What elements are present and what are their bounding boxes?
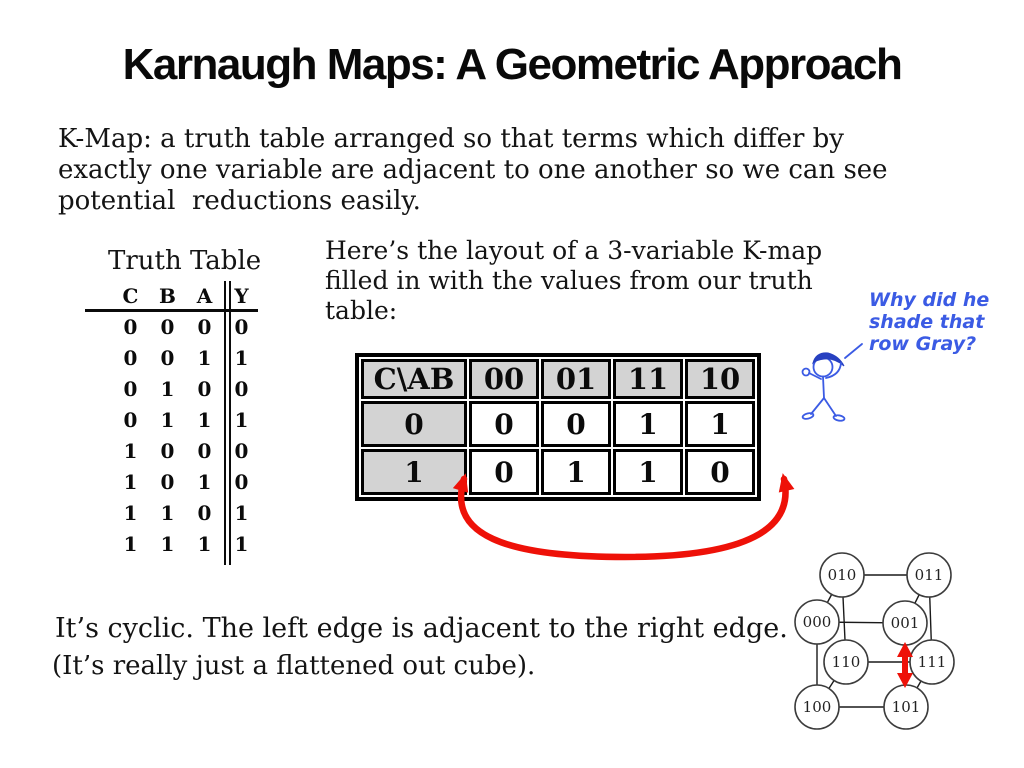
- truth-table-cell: 0: [197, 376, 212, 401]
- kmap-header-row: [361, 359, 755, 399]
- kmap-cell: 0: [541, 401, 611, 447]
- table-row: [112, 311, 260, 342]
- truth-table-cell: 0: [197, 314, 212, 339]
- intro-paragraph: [58, 124, 888, 217]
- table-row: [112, 497, 260, 528]
- kmap-col-header: 01: [541, 359, 611, 399]
- truth-table-cell: 1: [234, 531, 249, 556]
- truth-table-cell: 1: [160, 376, 175, 401]
- truth-table-cell: 1: [197, 407, 212, 432]
- table-row: [112, 466, 260, 497]
- truth-table: [112, 280, 260, 559]
- truth-table-cell: 0: [123, 345, 138, 370]
- truth-table-cell: 1: [234, 407, 249, 432]
- intro-line: potential reductions easily.: [58, 186, 421, 216]
- kmap-cell: 1: [613, 449, 683, 495]
- kmap-col-header: 00: [469, 359, 539, 399]
- truth-table-cell: 0: [234, 376, 249, 401]
- hypercube-diagram: [785, 545, 1015, 755]
- truth-table-title: Truth Table: [108, 246, 262, 276]
- kmap-col-header: 10: [685, 359, 755, 399]
- speech-pointer-line: [845, 344, 862, 358]
- truth-table-cell: 0: [160, 438, 175, 463]
- cyclic-wrap-arrow: [425, 455, 825, 570]
- cube-node-label: 011: [914, 566, 944, 584]
- truth-table-cell: 1: [197, 469, 212, 494]
- truth-table-cell: 1: [160, 407, 175, 432]
- truth-table-cell: 1: [123, 438, 138, 463]
- truth-table-cell: 1: [234, 500, 249, 525]
- truth-table-cell: 1: [160, 531, 175, 556]
- truth-table-header: B: [159, 283, 176, 308]
- truth-table-cell: 1: [197, 531, 212, 556]
- callout-line: shade that: [869, 311, 985, 333]
- intro-line: exactly one variable are adjacent to one another so we can see: [58, 155, 888, 185]
- table-row: [112, 342, 260, 373]
- cube-node-label: 110: [831, 653, 861, 671]
- hair: [813, 353, 844, 366]
- truth-table-header-rule: [85, 309, 258, 312]
- cube-node-label: 010: [827, 566, 857, 584]
- cube-node-label: 101: [891, 698, 921, 716]
- cube-node-label: 000: [802, 613, 832, 631]
- kmap-row: [361, 401, 755, 447]
- cube-statement: (It’s really just a flattened out cube).: [52, 651, 536, 681]
- truth-table-cell: 0: [123, 314, 138, 339]
- callout-text: [869, 289, 989, 355]
- truth-table-cell: 0: [234, 469, 249, 494]
- cube-node-label: 100: [802, 698, 832, 716]
- cyclic-statement: It’s cyclic. The left edge is adjacent to the right edge.: [55, 613, 788, 644]
- intro-line: K-Map: a truth table arranged so that terms which differ by: [58, 124, 844, 154]
- kmap-caption: [325, 236, 822, 326]
- caption-line: table:: [325, 296, 398, 325]
- kmap-cell: 0: [469, 449, 539, 495]
- truth-table-cell: 1: [123, 469, 138, 494]
- kmap-cell: 0: [469, 401, 539, 447]
- kmap-cell: 1: [685, 401, 755, 447]
- cube-node-label: 001: [890, 614, 920, 632]
- stick-figure: [795, 338, 875, 430]
- truth-table-cell: 0: [160, 314, 175, 339]
- table-row: [112, 528, 260, 559]
- kmap-cell: 0: [685, 449, 755, 495]
- truth-table-cell: 0: [160, 345, 175, 370]
- page-title: Karnaugh Maps: A Geometric Approach: [122, 40, 902, 89]
- truth-table-cell: 1: [123, 500, 138, 525]
- caption-line: Here’s the layout of a 3-variable K-map: [325, 236, 823, 265]
- kmap-row-label: 1: [361, 449, 467, 495]
- truth-table-cell: 1: [123, 531, 138, 556]
- kmap-cell: 1: [613, 401, 683, 447]
- callout-line: row Gray?: [869, 333, 977, 355]
- truth-table-cell: 0: [160, 469, 175, 494]
- kmap-row-label: 0: [361, 401, 467, 447]
- truth-table-header: Y: [234, 283, 249, 308]
- cube-node-label: 111: [917, 653, 947, 671]
- table-row: [112, 373, 260, 404]
- truth-table-cell: 0: [234, 438, 249, 463]
- callout-line: Why did he: [869, 289, 990, 311]
- truth-table-header: A: [196, 283, 213, 308]
- truth-table-cell: 0: [197, 500, 212, 525]
- truth-table-header-row: [112, 280, 260, 311]
- truth-table-cell: 1: [197, 345, 212, 370]
- truth-table-cell: 0: [197, 438, 212, 463]
- table-row: [112, 435, 260, 466]
- table-row: [112, 404, 260, 435]
- truth-table-cell: 1: [160, 500, 175, 525]
- kmap-col-header: 11: [613, 359, 683, 399]
- truth-table-output-divider: [224, 281, 231, 565]
- truth-table-cell: 0: [123, 407, 138, 432]
- kmap-cell: 1: [541, 449, 611, 495]
- kmap-corner-cell: C\AB: [361, 359, 467, 399]
- truth-table-cell: 0: [234, 314, 249, 339]
- truth-table-header: C: [122, 283, 139, 308]
- truth-table-cell: 1: [234, 345, 249, 370]
- caption-line: filled in with the values from our truth: [325, 266, 813, 295]
- truth-table-cell: 0: [123, 376, 138, 401]
